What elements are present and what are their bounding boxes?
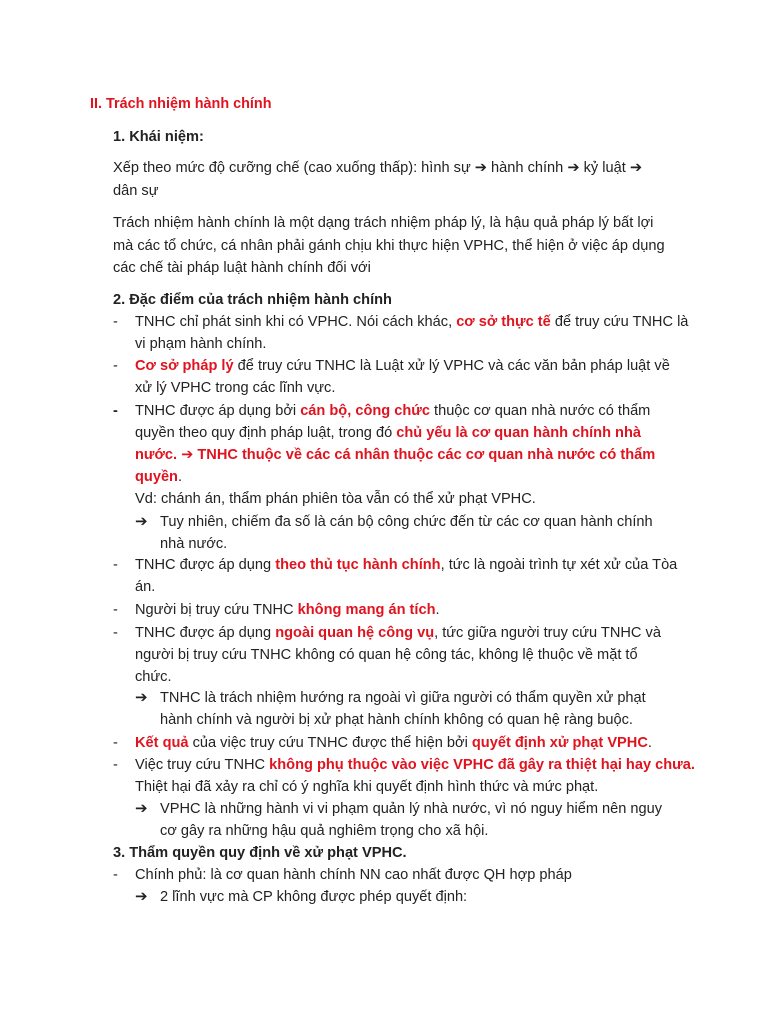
bullet-line: vi phạm hành chính. bbox=[135, 336, 267, 352]
text: Người bị truy cứu TNHC bbox=[135, 602, 298, 618]
bullet-line: Thiệt hại đã xảy ra chỉ có ý nghĩa khi quyết định hình thức và mức phạt. bbox=[135, 779, 599, 795]
arrow-right-icon: ➔ bbox=[135, 513, 148, 530]
bullet-dash: - bbox=[113, 403, 118, 419]
section-2-title: 2. Đặc điểm của trách nhiệm hành chính bbox=[113, 292, 392, 308]
paragraph-line: Xếp theo mức độ cưỡng chế (cao xuống thấp): hình sự ➔ hành chính ➔ kỷ luật ➔ bbox=[113, 160, 643, 176]
highlight: quyết định xử phạt VPHC bbox=[471, 735, 648, 751]
arrow-line: 2 lĩnh vực mà CP không được phép quyết định: bbox=[160, 889, 468, 905]
text: TNHC được áp dụng bbox=[135, 625, 276, 641]
bullet-line: người bị truy cứu TNHC không có quan hệ công tác, không lệ thuộc về mặt tổ bbox=[135, 647, 638, 663]
paragraph-line: dân sự bbox=[113, 183, 159, 199]
bullet-line bbox=[135, 424, 641, 442]
arrow-right-icon: ➔ bbox=[135, 888, 148, 905]
text: của việc truy cứu TNHC được thể hiện bởi bbox=[188, 735, 472, 751]
arrow-line: hành chính và người bị xử phạt hành chính không có quan hệ ràng buộc. bbox=[160, 712, 633, 728]
highlight: Cơ sở pháp lý bbox=[135, 358, 234, 374]
bullet-line bbox=[135, 468, 182, 486]
arrow-line: TNHC là trách nhiệm hướng ra ngoài vì giữa người có thẩm quyền xử phạt bbox=[160, 690, 646, 706]
text: để truy cứu TNHC là Luật xử lý VPHC và các văn bản pháp luật về bbox=[233, 358, 670, 374]
bullet-line bbox=[135, 756, 695, 774]
highlight: cơ sở thực tế bbox=[456, 314, 551, 330]
highlight: chủ yếu là cơ quan hành chính nhà bbox=[396, 425, 641, 441]
text: quyền theo quy định pháp luật, trong đó bbox=[135, 425, 397, 441]
text: TNHC chỉ phát sinh khi có VPHC. Nói cách khác, bbox=[135, 314, 457, 330]
highlight: theo thủ tục hành chính bbox=[275, 557, 441, 573]
paragraph-line: mà các tổ chức, cá nhân phải gánh chịu khi thực hiện VPHC, thể hiện ở việc áp dụng bbox=[113, 238, 665, 254]
text: , tức giữa người truy cứu TNHC và bbox=[434, 625, 661, 641]
paragraph-line: Trách nhiệm hành chính là một dạng trách nhiệm pháp lý, là hậu quả pháp lý bất lợi bbox=[113, 215, 654, 231]
highlight: cán bộ, công chức bbox=[300, 403, 430, 419]
bullet-line bbox=[135, 402, 650, 420]
text: TNHC được áp dụng bbox=[135, 557, 276, 573]
bullet-line: xử lý VPHC trong các lĩnh vực. bbox=[135, 380, 336, 396]
bullet-line: án. bbox=[135, 579, 156, 595]
arrow-line: Tuy nhiên, chiếm đa số là cán bộ công chức đến từ các cơ quan hành chính bbox=[160, 514, 653, 530]
bullet-line: chức. bbox=[135, 669, 172, 685]
bullet-dash: - bbox=[113, 757, 118, 773]
bullet-line: Chính phủ: là cơ quan hành chính NN cao nhất được QH hợp pháp bbox=[135, 867, 572, 883]
text: , tức là ngoài trình tự xét xử của Tòa bbox=[440, 557, 678, 573]
section-3-title: 3. Thẩm quyền quy định về xử phạt VPHC. bbox=[113, 845, 407, 861]
section-heading: II. Trách nhiệm hành chính bbox=[90, 96, 272, 112]
bullet-dash: - bbox=[113, 867, 118, 883]
bullet-line-highlight: nước. ➔ TNHC thuộc về các cá nhân thuộc các cơ quan nhà nước có thẩm bbox=[135, 447, 656, 463]
bullet-line bbox=[135, 556, 677, 574]
arrow-line: VPHC là những hành vi vi phạm quản lý nhà nước, vì nó nguy hiểm nên nguy bbox=[160, 801, 663, 817]
arrow-line: cơ gây ra những hậu quả nghiêm trọng cho xã hội. bbox=[160, 823, 489, 839]
bullet-dash: - bbox=[113, 314, 118, 330]
example-line: Vd: chánh án, thẩm phán phiên tòa vẫn có thể xử phạt VPHC. bbox=[135, 491, 536, 507]
bullet-dash: - bbox=[113, 735, 118, 751]
text: . bbox=[647, 735, 652, 751]
bullet-line bbox=[135, 734, 652, 752]
arrow-line: nhà nước. bbox=[160, 536, 228, 552]
text: thuộc cơ quan nhà nước có thẩm bbox=[429, 403, 651, 419]
bullet-line bbox=[135, 313, 688, 331]
text: . bbox=[435, 602, 440, 618]
text: để truy cứu TNHC là bbox=[550, 314, 689, 330]
highlight: Kết quả bbox=[135, 735, 189, 751]
arrow-right-icon: ➔ bbox=[135, 800, 148, 817]
bullet-dash: - bbox=[113, 602, 118, 618]
bullet-line bbox=[135, 624, 661, 642]
bullet-line bbox=[135, 357, 670, 375]
text: TNHC được áp dụng bởi bbox=[135, 403, 301, 419]
highlight: không mang án tích bbox=[297, 602, 436, 618]
highlight: ngoài quan hệ công vụ bbox=[275, 625, 435, 641]
bullet-dash: - bbox=[113, 557, 118, 573]
bullet-dash: - bbox=[113, 358, 118, 374]
paragraph-line: các chế tài pháp luật hành chính đối với bbox=[113, 260, 371, 276]
text: Việc truy cứu TNHC bbox=[135, 757, 270, 773]
bullet-line bbox=[135, 601, 440, 619]
text: . bbox=[177, 469, 183, 485]
highlight: không phụ thuộc vào việc VPHC đã gây ra thiệt hại hay chưa. bbox=[269, 757, 695, 773]
highlight: quyền bbox=[135, 469, 178, 485]
arrow-right-icon: ➔ bbox=[135, 689, 148, 706]
bullet-dash: - bbox=[113, 625, 118, 641]
section-1-title: 1. Khái niệm: bbox=[113, 129, 204, 145]
